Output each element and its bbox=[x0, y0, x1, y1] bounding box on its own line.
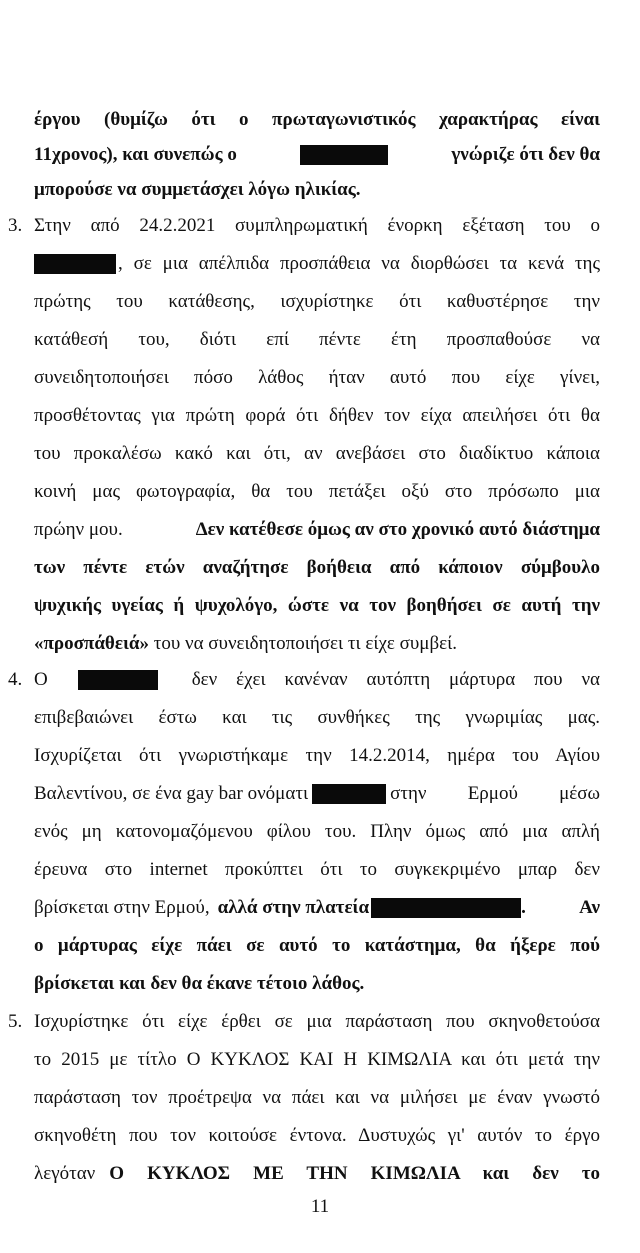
text-span: κοινή μας φωτογραφία, θα του πετάξει οξύ στο πρόσωπο μια bbox=[34, 481, 600, 502]
paragraph-line bbox=[34, 744, 600, 767]
text-span: Δεν κατέθεσε όμως αν στο χρονικό αυτό διάστημα bbox=[195, 519, 600, 540]
paragraph-line bbox=[34, 1048, 600, 1071]
text-span: βρίσκεται στην Ερμού, bbox=[34, 897, 210, 918]
text-span: παράσταση τον προέτρεψα να πάει και να μιλήσει με έναν γνωστό bbox=[34, 1087, 600, 1108]
text-span: έρευνα στο internet προκύπτει ότι το συγκεκριμένο μπαρ δεν bbox=[34, 859, 600, 880]
text-span: δεν έχει κανέναν αυτόπτη μάρτυρα που να bbox=[191, 669, 600, 690]
redaction-block bbox=[34, 254, 116, 274]
text-span: στην Ερμού μέσω bbox=[390, 783, 600, 804]
text-span: . Αν bbox=[521, 897, 600, 918]
text-span: πρώτης του κατάθεσης, ισχυρίστηκε ότι καθυστέρησε την bbox=[34, 291, 600, 312]
text-span: των πέντε ετών αναζήτησε βοήθεια από κάποιον σύμβουλο bbox=[34, 557, 600, 578]
text-span: κατάθεσή του, διότι επί πέντε έτη προσπαθούσε να bbox=[34, 329, 600, 350]
paragraph-line bbox=[34, 934, 600, 957]
text-span: , σε μια απέλπιδα προσπάθεια να διορθώσει τα κενά της bbox=[118, 253, 600, 274]
paragraph-line bbox=[34, 442, 600, 465]
text-span: μπορούσε να συμμετάσχει λόγω ηλικίας. bbox=[34, 179, 361, 200]
text-span: Ισχυρίστηκε ότι είχε έρθει σε μια παράσταση που σκηνοθετούσα bbox=[34, 1011, 600, 1032]
text-span: πρώην μου. bbox=[34, 519, 123, 540]
text-span: του να συνειδητοποιήσει τι είχε συμβεί. bbox=[153, 633, 457, 654]
paragraph-line bbox=[34, 632, 457, 655]
paragraph-line bbox=[34, 896, 600, 919]
paragraph-line bbox=[34, 1010, 600, 1033]
paragraph-line bbox=[34, 972, 364, 995]
paragraph-line bbox=[34, 214, 600, 237]
paragraph-line bbox=[34, 252, 600, 275]
text-span: ο μάρτυρας είχε πάει σε αυτό το κατάστημα, θα ήξερε πού bbox=[34, 935, 600, 956]
paragraph-line bbox=[34, 178, 361, 201]
paragraph-line bbox=[34, 290, 600, 313]
text-span: ενός μη κατονομαζόμενου φίλου του. Πλην όμως από μια απλή bbox=[34, 821, 600, 842]
paragraph-line bbox=[34, 594, 600, 617]
paragraph-line bbox=[34, 858, 600, 881]
text-span: του προκαλέσω κακό και ότι, αν ανεβάσει στο διαδίκτυο κάποια bbox=[34, 443, 600, 464]
text-span: σκηνοθέτη που τον κοιτούσε έντονα. Δυστυχώς γι' αυτόν το έργο bbox=[34, 1125, 600, 1146]
text-span: συνειδητοποιήσει πόσο λάθος ήταν αυτό που είχε γίνει, bbox=[34, 367, 600, 388]
text-span: προσθέτοντας για πρώτη φορά ότι δήθεν τον είχα απειλήσει ότι θα bbox=[34, 405, 600, 426]
text-span: επιβεβαιώνει έστω και τις συνθήκες της γνωριμίας μας. bbox=[34, 707, 600, 728]
text-span: Στην από 24.2.2021 συμπληρωματική ένορκη εξέταση του ο bbox=[34, 215, 600, 236]
text-span: λεγόταν bbox=[34, 1163, 96, 1184]
text-span: 11χρονος), και συνεπώς ο bbox=[34, 144, 237, 165]
text-span: έργου (θυμίζω ότι ο πρωταγωνιστικός χαρακτήρας είναι bbox=[34, 109, 600, 130]
redaction-block bbox=[300, 145, 388, 165]
paragraph-line bbox=[34, 1124, 600, 1147]
paragraph-line bbox=[34, 820, 600, 843]
text-span: αλλά στην πλατεία bbox=[217, 897, 370, 918]
list-item-number: 4. bbox=[8, 669, 23, 690]
text-span: Ισχυρίζεται ότι γνωριστήκαμε την 14.2.2014, ημέρα του Αγίου bbox=[34, 745, 600, 766]
paragraph-line bbox=[34, 668, 600, 691]
paragraph-line bbox=[34, 1162, 600, 1185]
paragraph-line bbox=[34, 706, 600, 729]
paragraph-line bbox=[34, 518, 600, 541]
page-number: 11 bbox=[310, 1196, 330, 1217]
paragraph-line bbox=[34, 480, 600, 503]
text-span: ψυχικής υγείας ή ψυχολόγο, ώστε να τον βοηθήσει σε αυτή την bbox=[34, 595, 600, 616]
paragraph-line bbox=[34, 108, 600, 131]
text-span: βρίσκεται και δεν θα έκανε τέτοιο λάθος. bbox=[34, 973, 365, 994]
text-span: γνώριζε ότι δεν θα bbox=[451, 144, 600, 165]
text-span: το 2015 με τίτλο Ο ΚΥΚΛΟΣ ΚΑΙ Η ΚΙΜΩΛΙΑ και ότι μετά την bbox=[34, 1049, 600, 1070]
redaction-block bbox=[78, 670, 158, 690]
paragraph-line bbox=[34, 782, 600, 805]
paragraph-line bbox=[34, 404, 600, 427]
text-span: Ο ΚΥΚΛΟΣ ΜΕ ΤΗΝ ΚΙΜΩΛΙΑ και δεν το bbox=[109, 1163, 600, 1184]
paragraph-line bbox=[34, 143, 600, 166]
text-span: «προσπάθειά» bbox=[34, 633, 149, 654]
paragraph-line bbox=[34, 1086, 600, 1109]
paragraph-line bbox=[34, 556, 600, 579]
list-item-number: 3. bbox=[8, 215, 23, 236]
paragraph-line bbox=[34, 366, 600, 389]
paragraph-line bbox=[34, 328, 600, 351]
redaction-block bbox=[371, 898, 521, 918]
redaction-block bbox=[312, 784, 386, 804]
list-item-number: 5. bbox=[8, 1011, 23, 1032]
text-span: Βαλεντίνου, σε ένα gay bar ονόματι bbox=[34, 783, 309, 804]
text-span: Ο bbox=[34, 669, 48, 690]
